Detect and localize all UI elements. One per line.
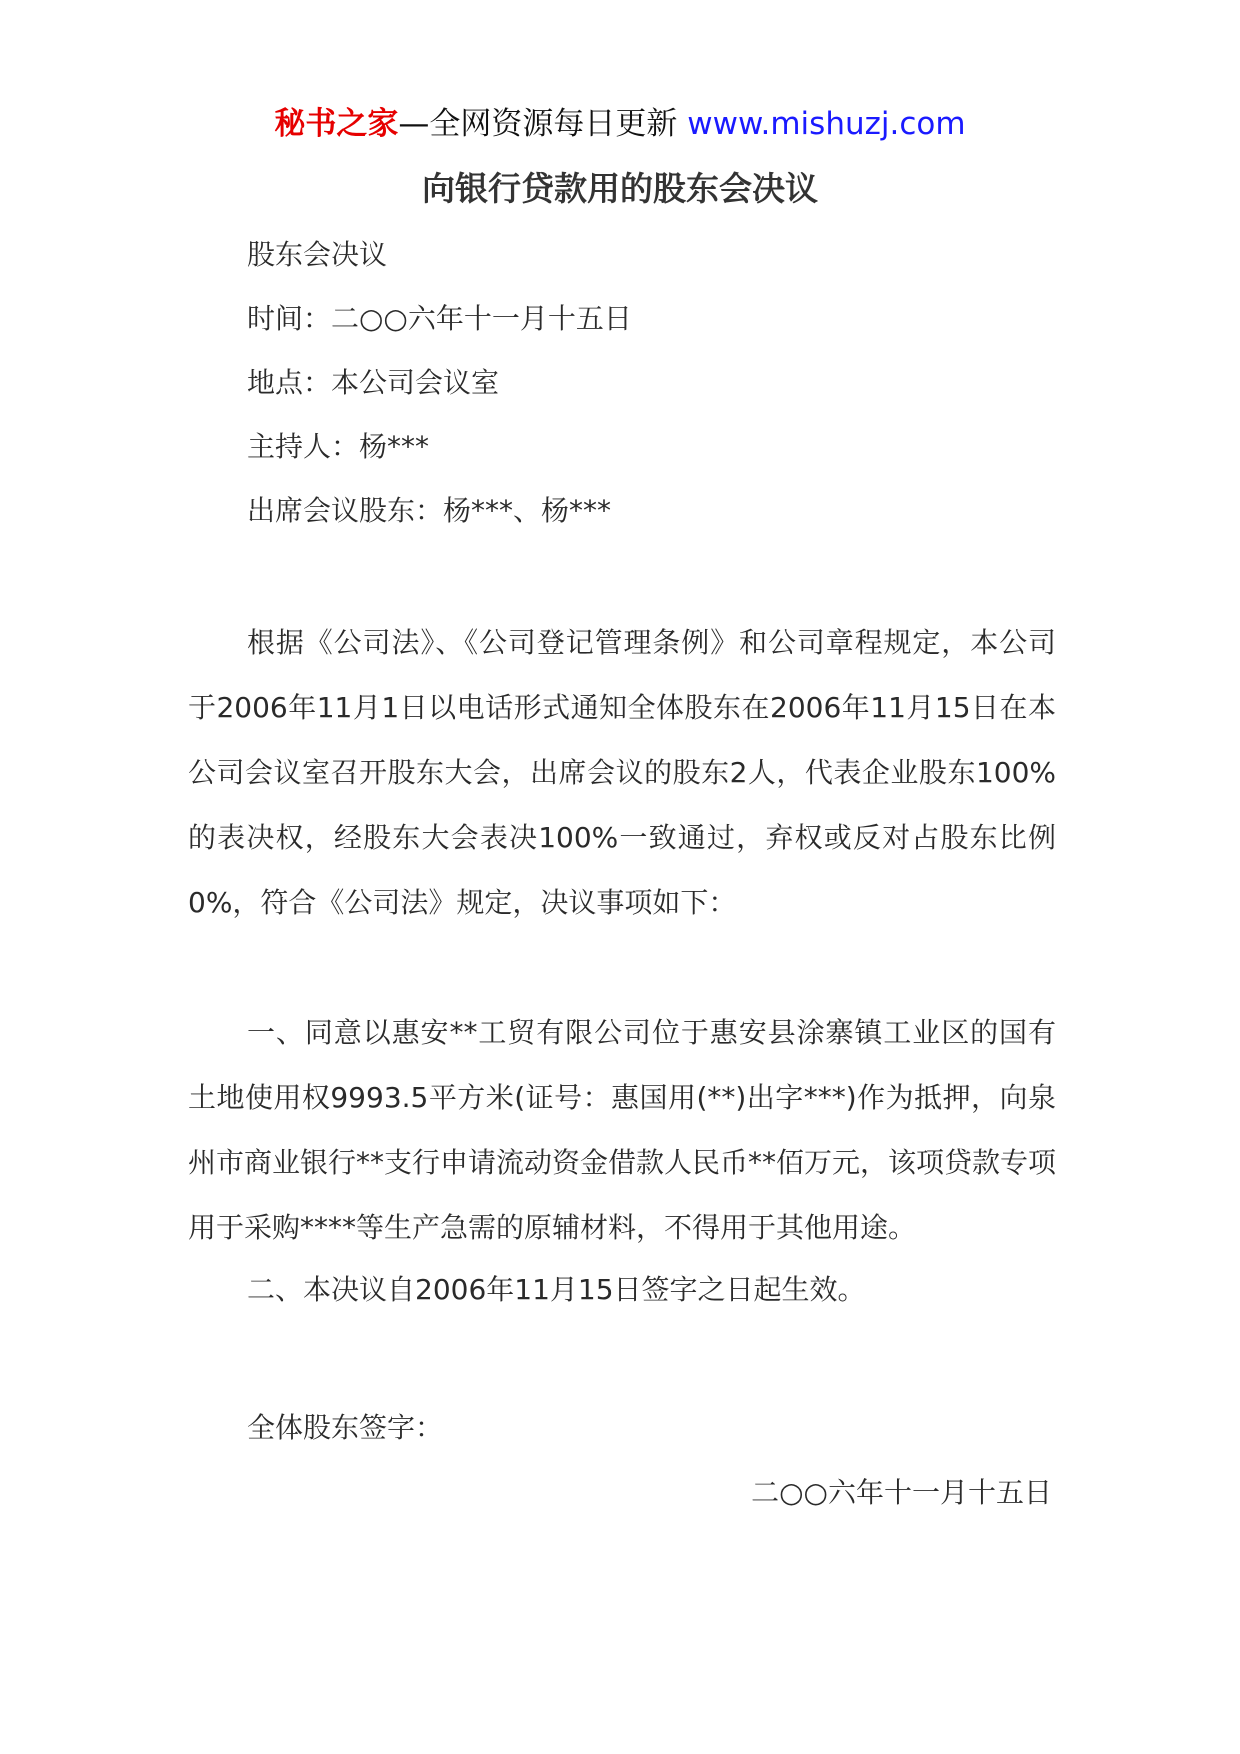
brand-name: 秘书之家 <box>274 106 399 142</box>
site-url-link[interactable]: www.mishuzj.com <box>687 106 966 142</box>
intro-paragraph: 根据《公司法》、《公司登记管理条例》和公司章程规定，本公司于2006年11月1日以电话形式通知全体股东在2006年11月15日在本公司会议室召开股东大会，出席会议的股东2人，代表企业股东100%的表决权，经股东大会表决100%一致通过，弃权或反对占股东比例0%，符合《公司法》规定，决议事项如下： <box>188 626 1056 919</box>
signature-label: 全体股东签字： <box>247 1411 444 1444</box>
meeting-time: 时间：二○○六年十一月十五日 <box>247 302 632 335</box>
resolution-item-one: 一、同意以惠安**工贸有限公司位于惠安县涂寨镇工业区的国有土地使用权9993.5平方米(证号：惠国用(**)出字***)作为抵押，向泉州市商业银行**支行申请流动资金借款人民币**佰万元，该项贷款专项用于采购****等生产急需的原辅材料，不得用于其他用途。 <box>188 1016 1057 1244</box>
site-slogan: —全网资源每日更新 <box>398 106 678 142</box>
meeting-location: 地点：本公司会议室 <box>247 366 500 399</box>
meeting-host: 主持人：杨*** <box>247 430 430 463</box>
signature-date: 二○○六年十一月十五日 <box>751 1476 1052 1509</box>
meeting-attendees: 出席会议股东：杨***、杨*** <box>247 494 612 527</box>
site-header <box>0 102 1240 146</box>
resolution-heading: 股东会决议 <box>247 238 388 271</box>
document-title: 向银行贷款用的股东会决议 <box>422 169 818 208</box>
resolution-item-two: 二、本决议自2006年11月15日签字之日起生效。 <box>247 1273 866 1306</box>
